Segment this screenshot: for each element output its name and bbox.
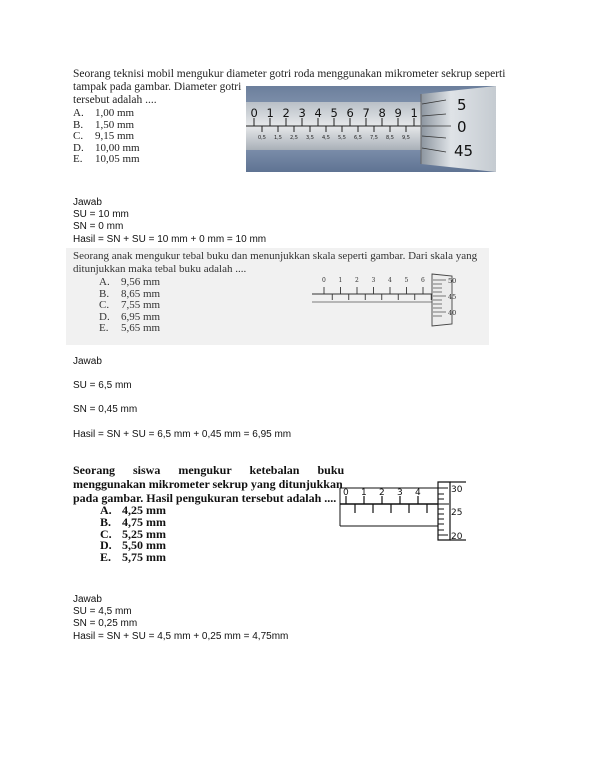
q3-option-c: C. 5,25 mm xyxy=(100,526,166,541)
q1-half-label: 1,5 xyxy=(274,135,282,141)
q2-scale-label: 1 xyxy=(338,277,343,284)
q3-answer-result: Hasil = SN + SU = 4,5 mm + 0,25 mm = 4,75mm xyxy=(73,630,289,642)
q1-answer-sn: SN = 0 mm xyxy=(73,221,124,233)
q3-scale-label: 4 xyxy=(415,488,421,498)
q2-scale-label: 6 xyxy=(421,277,425,284)
q3-stem-line-2: menggunakan mikrometer sekrup yang ditunjukkan xyxy=(73,477,343,491)
q2-scale-label: 2 xyxy=(355,277,359,284)
q3-thimble-25: 25 xyxy=(451,508,463,518)
q2-option-b: B. 8,65 mm xyxy=(99,287,161,300)
q1-scale-label: 9 xyxy=(394,106,402,120)
q1-option-a: A. 1,00 mm xyxy=(73,107,135,119)
q3-answer xyxy=(73,594,288,643)
q3-stem-line-3: pada gambar. Hasil pengukuran tersebut adalah .... xyxy=(73,491,337,505)
q2-option-d: D. 6,95 mm xyxy=(99,310,161,323)
q1-scale-label: 4 xyxy=(314,106,322,120)
q1-option-d: D. 10,00 mm xyxy=(73,141,140,154)
q2-thimble-45: 45 xyxy=(448,293,457,301)
q1-scale-label: 3 xyxy=(298,106,306,120)
q1-half-label: 5,5 xyxy=(338,135,346,141)
q1-scale-label: 1 xyxy=(410,106,418,120)
q2-scale-label: 4 xyxy=(388,277,392,284)
q3-scale-label: 3 xyxy=(397,488,403,498)
q1-option-c: C. 9,15 mm xyxy=(73,130,135,143)
q3-answer-heading: Jawab xyxy=(73,594,102,605)
q1-stem-line-3: tersebut adalah .... xyxy=(73,94,157,106)
q3-option-a: A. 4,25 mm xyxy=(100,503,166,517)
q1-half-label: 4,5 xyxy=(322,135,330,141)
q3-option-b: B. 4,75 mm xyxy=(100,514,166,529)
q3-thimble-20: 20 xyxy=(451,532,463,542)
q1-scale-label: 1 xyxy=(266,106,274,120)
q1-half-label: 9,5 xyxy=(402,135,410,141)
q2-answer-heading: Jawab xyxy=(73,356,102,367)
q2-option-a: A. 9,56 mm xyxy=(99,276,161,288)
q1-scale-label: 6 xyxy=(346,106,354,120)
q1-stem-line-2: tampak pada gambar. Diameter gotri xyxy=(73,81,242,93)
q3-stem-line-1: Seorang siswa mengukur ketebalan buku xyxy=(73,463,345,477)
q2-stem-line-2: ditunjukkan maka tebal buku adalah .... xyxy=(73,263,247,275)
q3-answer-su: SU = 4,5 mm xyxy=(73,606,132,618)
q2-micrometer-figure xyxy=(312,270,462,330)
q1-half-label: 6,5 xyxy=(354,135,362,141)
q2-scale-label: 3 xyxy=(371,277,376,284)
q1-answer-result: Hasil = SN + SU = 10 mm + 0 mm = 10 mm xyxy=(73,233,267,245)
q2-scale-label: 5 xyxy=(404,277,409,284)
q1-half-label: 2,5 xyxy=(290,135,298,141)
q2-option-c: C. 7,55 mm xyxy=(99,299,161,312)
q1-answer-su: SU = 10 mm xyxy=(73,209,129,221)
q2-stem-line-1: Seorang anak mengukur tebal buku dan menunjukkan skala seperti gambar. Dari skala yang xyxy=(73,250,478,262)
q1-micrometer-figure xyxy=(246,86,496,172)
q3-thimble-30: 30 xyxy=(451,485,463,495)
q2-answer-su: SU = 6,5 mm xyxy=(73,380,132,392)
q2-answer-sn: SN = 0,45 mm xyxy=(73,404,138,416)
q1-thimble-0: 0 xyxy=(457,118,467,136)
q1-option-e: E. 10,05 mm xyxy=(73,153,140,166)
q1-thimble-5: 5 xyxy=(457,96,467,114)
q3-options xyxy=(100,505,323,564)
q1-half-label: 7,5 xyxy=(370,135,378,141)
q1-thimble-45: 45 xyxy=(454,142,474,160)
q2-thimble-50: 50 xyxy=(448,277,457,285)
q2-answer xyxy=(73,356,291,441)
q2-thimble-40: 40 xyxy=(448,309,457,317)
q3-scale-label: 2 xyxy=(379,488,385,498)
q1-scale-label: 0 xyxy=(250,106,258,120)
q1-half-label: 8,5 xyxy=(386,135,394,141)
q1-scale-label: 2 xyxy=(282,106,290,120)
q1-stem-line-1: Seorang teknisi mobil mengukur diameter gotri roda menggunakan mikrometer sekrup seperti xyxy=(73,68,506,80)
q2-scale-label: 0 xyxy=(322,277,326,284)
q1-option-b: B. 1,50 mm xyxy=(73,118,135,131)
q1-answer xyxy=(73,197,266,246)
q1-scale-label: 5 xyxy=(330,106,338,120)
q2-option-e: E. 5,65 mm xyxy=(99,322,161,335)
q3-micrometer-figure xyxy=(338,478,480,544)
q3-option-e: E. 5,75 mm xyxy=(100,550,166,565)
q3-scale-label: 0 xyxy=(343,488,349,498)
q1-half-label: 3,5 xyxy=(306,135,314,141)
q1-half-label: 0,5 xyxy=(258,135,266,141)
question-3 xyxy=(73,463,345,565)
q3-option-d: D. 5,50 mm xyxy=(100,538,166,553)
q3-answer-sn: SN = 0,25 mm xyxy=(73,618,138,630)
q1-scale-label: 7 xyxy=(362,106,370,120)
q1-scale-label: 8 xyxy=(378,106,386,120)
q2-answer-result: Hasil = SN + SU = 6,5 mm + 0,45 mm = 6,95 mm xyxy=(73,428,292,440)
q3-scale-label: 1 xyxy=(361,488,367,498)
q1-answer-heading: Jawab xyxy=(73,197,102,208)
